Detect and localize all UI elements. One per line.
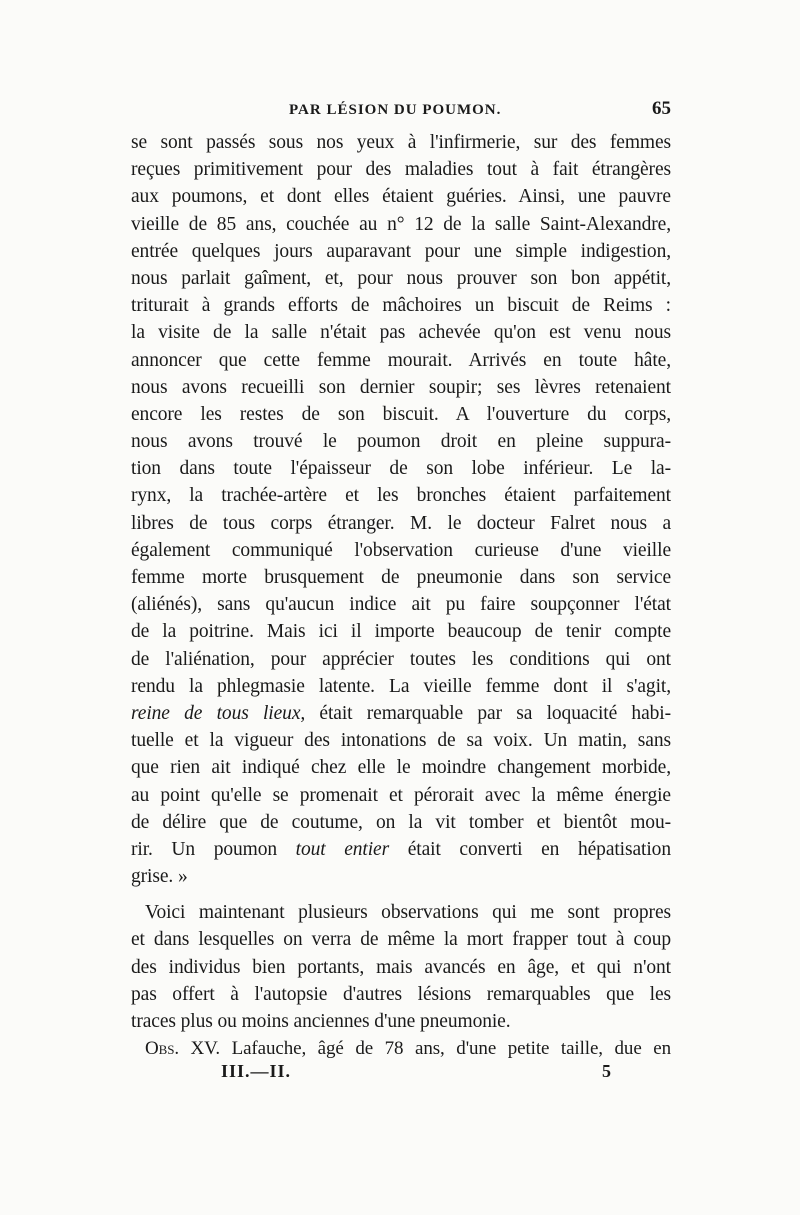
text-line: nous avons trouvé le poumon droit en pleine suppura- <box>131 431 671 453</box>
page-header <box>131 96 671 126</box>
text-line: rynx, la trachée-artère et les bronches étaient parfaitement <box>131 485 671 507</box>
text-line: tuelle et la vigueur des intonations de sa voix. Un matin, sans <box>131 730 671 752</box>
text-line: reçues primitivement pour des maladies tout à fait étrangères <box>131 159 671 181</box>
observation-line <box>131 1035 671 1062</box>
text-line: entrée quelques jours auparavant pour une simple indigestion, <box>131 240 671 262</box>
page-footer <box>131 1061 611 1087</box>
text-line: annoncer que cette femme mourait. Arrivés en toute hâte, <box>131 349 671 371</box>
text-line: également communiqué l'observation curieuse d'une vieille <box>131 539 671 561</box>
text-line: au point qu'elle se promenait et pérorait avec la même énergie <box>131 784 671 806</box>
italic-phrase: reine de tous lieux, <box>131 702 306 724</box>
text-fragment: était remarquable par sa loquacité habi- <box>305 702 671 724</box>
observation-body: Lafauche, âgé de 78 ans, d'une petite taille, due en <box>220 1038 671 1059</box>
text-line: que rien ait indiqué chez elle le moindre changement morbide, <box>131 757 671 779</box>
paragraph-gap <box>131 890 671 899</box>
observation-text <box>131 1035 671 1062</box>
text-line: femme morte brusquement de pneumonie dans son service <box>131 567 671 588</box>
text-line: aux poumons, et dont elles étaient guéries. Ainsi, une pauvre <box>131 186 671 208</box>
text-fragment: était converti en hépatisation <box>389 838 671 860</box>
text-line: rendu la phlegmasie latente. La vieille femme dont il s'agit, <box>131 675 671 697</box>
text-line: encore les restes de son biscuit. A l'ouverture du corps, <box>131 403 671 425</box>
text-line: grise. » <box>131 866 188 888</box>
observation-label: Obs. XV. <box>145 1038 220 1059</box>
text-line-italic-phrase <box>131 700 671 727</box>
text-line: de délire que de coutume, on la vit tomber et bientôt mou- <box>131 811 671 833</box>
italic-phrase: tout entier <box>295 838 390 860</box>
text-line: et dans lesquelles on verra de même la mort frapper tout à coup <box>131 929 671 951</box>
text-line: nous parlait gaîment, et, pour nous prouver son bon appétit, <box>131 267 671 289</box>
text-line: traces plus ou moins anciennes d'une pneumonie. <box>131 1011 511 1032</box>
text-line: se sont passés sous nos yeux à l'infirmerie, sur des femmes <box>131 132 671 153</box>
text-line-italic-phrase <box>131 836 671 863</box>
text-line: de l'aliénation, pour apprécier toutes les conditions qui ont <box>131 648 671 670</box>
body-text <box>131 129 671 1035</box>
text-line: libres de tous corps étranger. M. le docteur Falret nous a <box>131 512 671 534</box>
text-line: pas offert à l'autopsie d'autres lésions remarquables que les <box>131 983 671 1005</box>
signature-mark: III.—II. <box>221 1061 292 1081</box>
text-line: de la poitrine. Mais ici il importe beaucoup de tenir compte <box>131 621 671 643</box>
text-line: nous avons recueilli son dernier soupir; ses lèvres retenaient <box>131 376 671 398</box>
text-line: triturait à grands efforts de mâchoires un biscuit de Reims : <box>131 295 671 317</box>
text-line: tion dans toute l'épaisseur de son lobe inférieur. Le la- <box>131 458 671 480</box>
text-line: des individus bien portants, mais avancés en âge, et qui n'ont <box>131 956 671 978</box>
page-number: 65 <box>652 98 671 119</box>
text-fragment: rir. Un poumon <box>131 838 296 860</box>
text-line: la visite de la salle n'était pas achevée qu'on est venu nous <box>131 322 671 344</box>
signature-number: 5 <box>602 1061 611 1081</box>
text-line: Voici maintenant plusieurs observations qui me sont propres <box>145 902 671 924</box>
running-head: PAR LÉSION DU POUMON. <box>289 102 502 118</box>
text-line: vieille de 85 ans, couchée au n° 12 de la salle Saint-Alexandre, <box>131 213 671 235</box>
text-line: (aliénés), sans qu'aucun indice ait pu faire soupçonner l'état <box>131 594 671 616</box>
